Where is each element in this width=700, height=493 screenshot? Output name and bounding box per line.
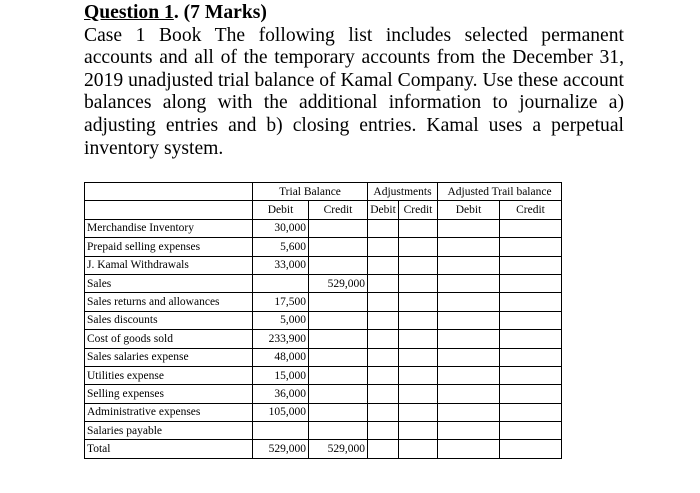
atb-debit-value xyxy=(438,311,500,329)
atb-debit-value xyxy=(438,293,500,311)
table-group-header-row xyxy=(85,183,562,201)
adj-debit-value xyxy=(368,311,399,329)
account-name: Salaries payable xyxy=(85,422,253,440)
table-row xyxy=(85,366,562,384)
atb-debit-value xyxy=(438,403,500,421)
atb-debit-value xyxy=(438,238,500,256)
table-row xyxy=(85,274,562,292)
table-row xyxy=(85,330,562,348)
atb-credit-value xyxy=(500,366,562,384)
tb-credit-value xyxy=(309,311,368,329)
adj-debit-value xyxy=(368,366,399,384)
adj-credit-value xyxy=(399,238,438,256)
account-name: Selling expenses xyxy=(85,385,253,403)
adj-debit-value xyxy=(368,403,399,421)
table-row xyxy=(85,422,562,440)
tb-debit-header: Debit xyxy=(253,201,309,219)
tb-credit-value xyxy=(309,293,368,311)
account-name: Sales discounts xyxy=(85,311,253,329)
adj-debit-value xyxy=(368,385,399,403)
tb-debit-value: 36,000 xyxy=(253,385,309,403)
atb-credit-value xyxy=(500,330,562,348)
question-title xyxy=(84,2,624,25)
atb-debit-value xyxy=(438,348,500,366)
tb-credit-value xyxy=(309,422,368,440)
adj-credit-value xyxy=(399,311,438,329)
adj-credit-header: Credit xyxy=(399,201,438,219)
atb-credit-value xyxy=(500,422,562,440)
account-name: Sales returns and allowances xyxy=(85,293,253,311)
adj-credit-value xyxy=(399,219,438,237)
atb-debit-value xyxy=(438,219,500,237)
atb-credit-value xyxy=(500,256,562,274)
adjustments-header: Adjustments xyxy=(368,183,438,201)
adj-credit-value xyxy=(399,440,438,458)
tb-debit-value: 30,000 xyxy=(253,219,309,237)
account-name: J. Kamal Withdrawals xyxy=(85,256,253,274)
atb-credit-header: Credit xyxy=(500,201,562,219)
table-row xyxy=(85,385,562,403)
question-text: Case 1 Book The following list includes selected permanent accounts and all of the temporary accounts from the December 31, 2019 unadjusted trial balance of Kamal Company. Use these account balances along with the additional information to journalize a) adjusting entries and b) closing entries. Kamal uses a perpetual inventory system. xyxy=(84,24,624,159)
adj-credit-value xyxy=(399,293,438,311)
atb-credit-value xyxy=(500,385,562,403)
adj-debit-header: Debit xyxy=(368,201,399,219)
tb-credit-value xyxy=(309,219,368,237)
atb-credit-value xyxy=(500,348,562,366)
corner-cell xyxy=(85,183,253,201)
atb-debit-header: Debit xyxy=(438,201,500,219)
account-name: Sales salaries expense xyxy=(85,348,253,366)
question-number: Question 1 xyxy=(84,2,174,23)
atb-debit-value xyxy=(438,440,500,458)
adj-debit-value xyxy=(368,422,399,440)
account-name: Cost of goods sold xyxy=(85,330,253,348)
tb-credit-header: Credit xyxy=(309,201,368,219)
tb-debit-value xyxy=(253,422,309,440)
adj-debit-value xyxy=(368,256,399,274)
atb-debit-value xyxy=(438,385,500,403)
question-block xyxy=(84,2,624,160)
adj-credit-value xyxy=(399,403,438,421)
account-name: Total xyxy=(85,440,253,458)
tb-credit-value xyxy=(309,256,368,274)
account-name: Utilities expense xyxy=(85,366,253,384)
adj-debit-value xyxy=(368,330,399,348)
table-row xyxy=(85,256,562,274)
adj-debit-value xyxy=(368,238,399,256)
atb-credit-value xyxy=(500,293,562,311)
atb-credit-value xyxy=(500,238,562,256)
tb-credit-value xyxy=(309,348,368,366)
adj-debit-value xyxy=(368,293,399,311)
tb-credit-value xyxy=(309,238,368,256)
atb-debit-value xyxy=(438,274,500,292)
adj-credit-value xyxy=(399,422,438,440)
atb-credit-value xyxy=(500,440,562,458)
table-row xyxy=(85,348,562,366)
atb-credit-value xyxy=(500,403,562,421)
tb-credit-value xyxy=(309,385,368,403)
atb-debit-value xyxy=(438,330,500,348)
tb-debit-value: 17,500 xyxy=(253,293,309,311)
adj-credit-value xyxy=(399,366,438,384)
table-row xyxy=(85,403,562,421)
tb-credit-value: 529,000 xyxy=(309,440,368,458)
atb-debit-value xyxy=(438,256,500,274)
adj-debit-value xyxy=(368,274,399,292)
account-name: Administrative expenses xyxy=(85,403,253,421)
tb-credit-value: 529,000 xyxy=(309,274,368,292)
tb-debit-value: 5,000 xyxy=(253,311,309,329)
trial-balance-table xyxy=(84,182,562,459)
adj-debit-value xyxy=(368,219,399,237)
atb-credit-value xyxy=(500,219,562,237)
atb-debit-value xyxy=(438,366,500,384)
account-name: Prepaid selling expenses xyxy=(85,238,253,256)
adj-credit-value xyxy=(399,274,438,292)
tb-debit-value xyxy=(253,274,309,292)
tb-debit-value: 529,000 xyxy=(253,440,309,458)
tb-debit-value: 33,000 xyxy=(253,256,309,274)
adj-credit-value xyxy=(399,256,438,274)
tb-debit-value: 48,000 xyxy=(253,348,309,366)
table-row xyxy=(85,440,562,458)
adjusted-trial-balance-header: Adjusted Trail balance xyxy=(438,183,562,201)
atb-credit-value xyxy=(500,274,562,292)
trial-balance-header: Trial Balance xyxy=(253,183,368,201)
account-name: Sales xyxy=(85,274,253,292)
tb-credit-value xyxy=(309,330,368,348)
tb-debit-value: 5,600 xyxy=(253,238,309,256)
adj-credit-value xyxy=(399,385,438,403)
tb-debit-value: 233,900 xyxy=(253,330,309,348)
tb-credit-value xyxy=(309,366,368,384)
table-sub-header-row xyxy=(85,201,562,219)
adj-debit-value xyxy=(368,440,399,458)
adj-credit-value xyxy=(399,348,438,366)
atb-debit-value xyxy=(438,422,500,440)
atb-credit-value xyxy=(500,311,562,329)
adj-credit-value xyxy=(399,330,438,348)
table-row xyxy=(85,219,562,237)
account-name: Merchandise Inventory xyxy=(85,219,253,237)
question-marks: . (7 Marks) xyxy=(173,2,267,23)
tb-debit-value: 15,000 xyxy=(253,366,309,384)
table-row xyxy=(85,293,562,311)
adj-debit-value xyxy=(368,348,399,366)
tb-debit-value: 105,000 xyxy=(253,403,309,421)
table-row xyxy=(85,311,562,329)
tb-credit-value xyxy=(309,403,368,421)
table-row xyxy=(85,238,562,256)
corner-cell-2 xyxy=(85,201,253,219)
